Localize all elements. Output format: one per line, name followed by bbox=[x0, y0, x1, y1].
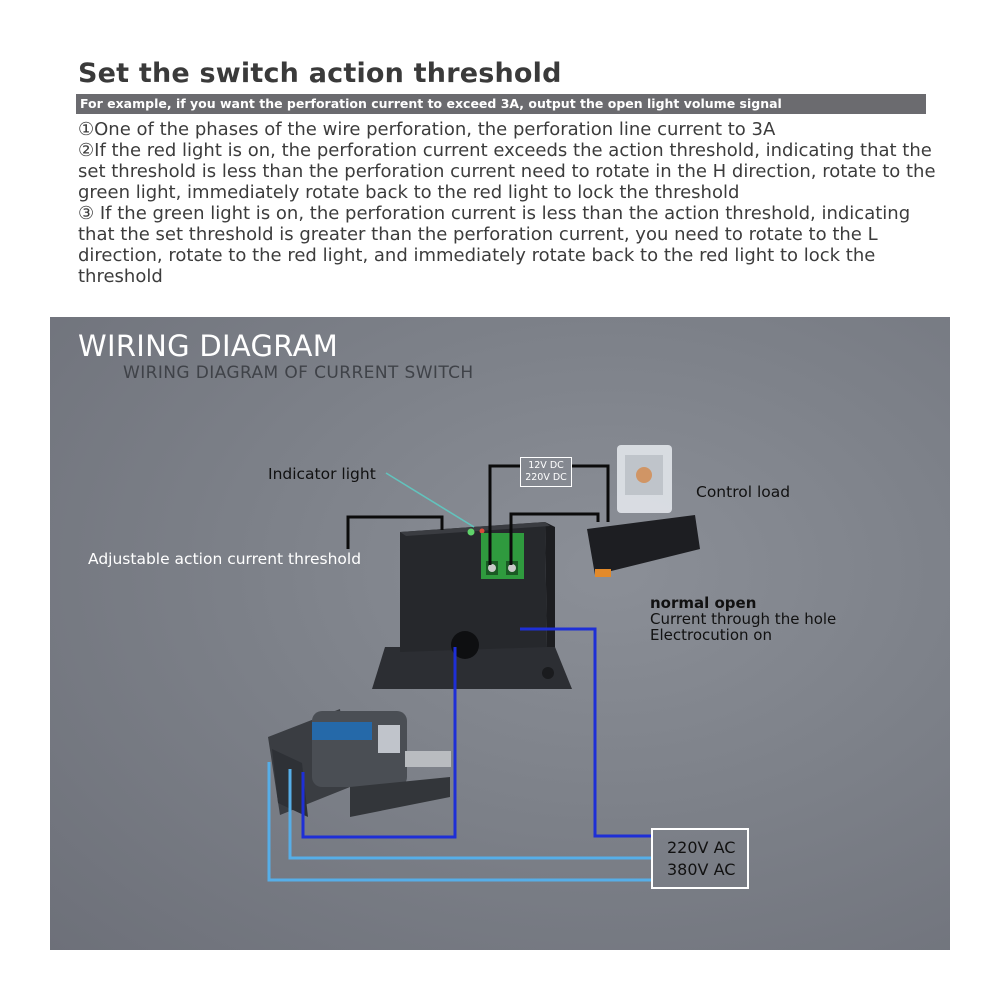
normal-open-line-2: Electrocution on bbox=[650, 626, 772, 644]
indicator-light-label: Indicator light bbox=[268, 465, 376, 483]
dc-voltage-box bbox=[520, 457, 572, 487]
normal-open-note bbox=[650, 595, 836, 643]
wiring-diagram-subtitle: WIRING DIAGRAM OF CURRENT SWITCH bbox=[123, 363, 474, 383]
page-title: Set the switch action threshold bbox=[78, 58, 562, 89]
ac-voltage-line-1: 220V AC bbox=[667, 838, 736, 857]
subtitle-bar: For example, if you want the perforation current to exceed 3A, output the open light volume signal bbox=[76, 94, 926, 114]
wiring-diagram-title: WIRING DIAGRAM bbox=[78, 329, 339, 363]
ac-voltage-line-2: 380V AC bbox=[667, 860, 736, 879]
normal-open-line-1: Current through the hole bbox=[650, 610, 837, 628]
adjustable-threshold-label: Adjustable action current threshold bbox=[88, 550, 362, 568]
ac-voltage-box bbox=[651, 828, 749, 889]
instruction-steps bbox=[78, 119, 938, 287]
step-2: ②If the red light is on, the perforation current exceeds the action threshold, indicating that the set threshold is less than the perforation current need to rotate in the H direction, rotate to the green light, immediately rotate back to the red light to lock the threshold bbox=[78, 140, 936, 203]
wiring-diagram-panel bbox=[50, 317, 950, 950]
relay-socket bbox=[587, 515, 700, 575]
dc-voltage-line-1: 12V DC bbox=[528, 460, 564, 471]
normal-open-heading: normal open bbox=[650, 594, 757, 612]
indicator-pointer bbox=[386, 473, 474, 527]
dc-voltage-line-2: 220V DC bbox=[525, 472, 567, 483]
step-3: ③ If the green light is on, the perforation current is less than the action threshold, indicating that the set threshold is greater than the perforation current, you need to rotate to the L direction, rotate to the red light, and immediately rotate back to the red light to lock the threshold bbox=[78, 203, 911, 287]
motor bbox=[268, 709, 451, 817]
step-1: ①One of the phases of the wire perforation, the perforation line current to 3A bbox=[78, 119, 776, 140]
current-sensor bbox=[400, 522, 547, 652]
control-load-label: Control load bbox=[696, 483, 791, 501]
indicator-led bbox=[468, 529, 475, 536]
